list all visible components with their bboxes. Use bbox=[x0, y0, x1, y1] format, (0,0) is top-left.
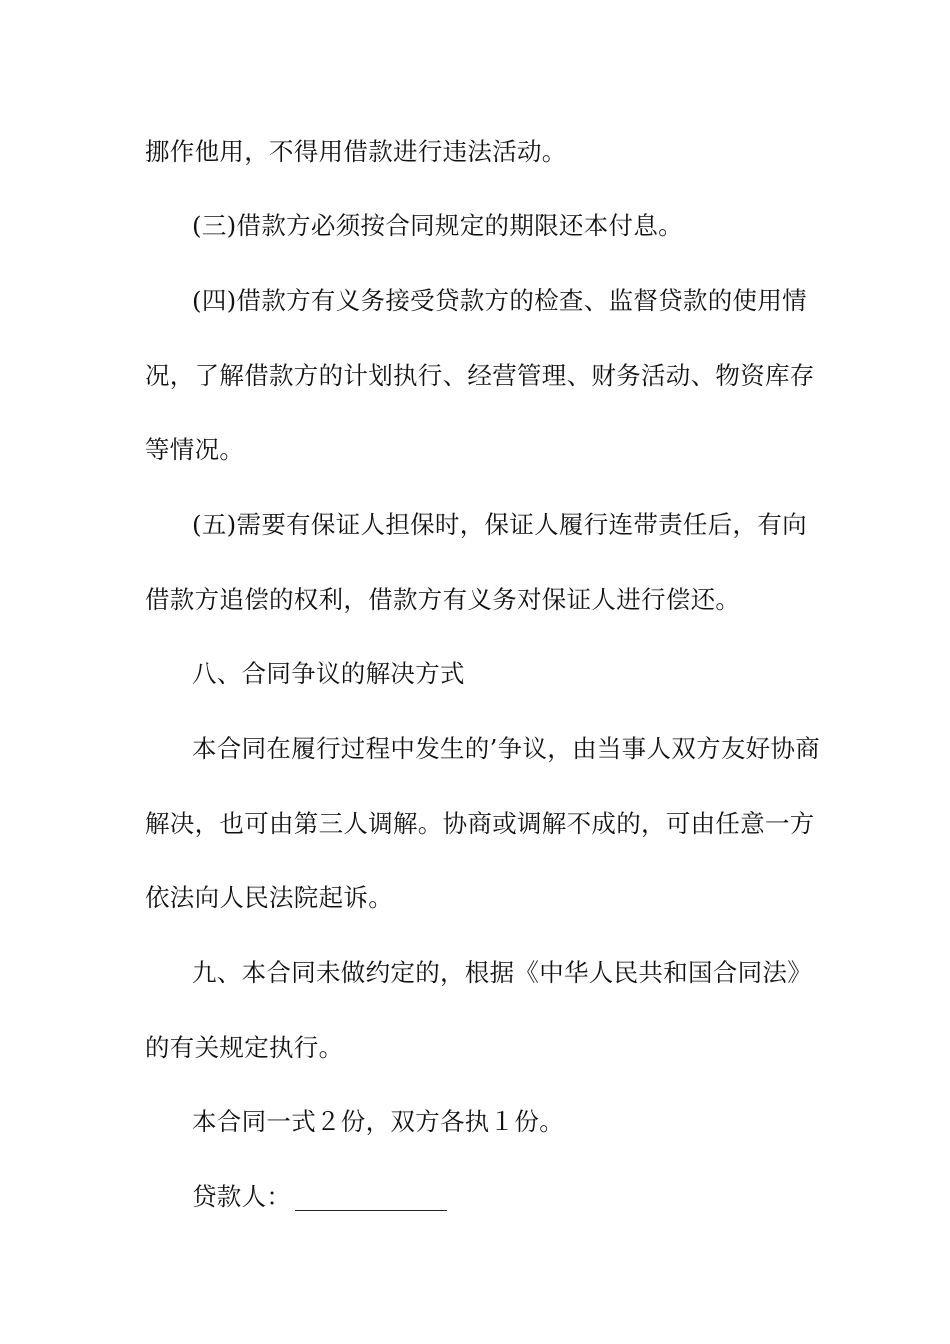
paragraph-line: 借款方追偿的权利，借款方有义务对保证人进行偿还。 bbox=[145, 585, 741, 614]
paragraph-line: 况，了解借款方的计划执行、经营管理、财务活动、物资库存 bbox=[145, 361, 815, 390]
lender-signature-blank bbox=[295, 1188, 447, 1211]
paragraph-line: 挪作他用，不得用借款进行违法活动。 bbox=[145, 137, 567, 166]
paragraph-line: (三)借款方必须按合同规定的期限还本付息。 bbox=[192, 211, 683, 240]
paragraph-line: (四)借款方有义务接受贷款方的检查、监督贷款的使用情 bbox=[192, 286, 807, 315]
signature-line bbox=[192, 1181, 862, 1213]
paragraph-line: 解决，也可由第三人调解。协商或调解不成的，可由任意一方 bbox=[145, 809, 815, 838]
paragraph-line: 依法向人民法院起诉。 bbox=[145, 883, 393, 912]
paragraph-line: (五)需要有保证人担保时，保证人履行连带责任后，有向 bbox=[192, 510, 807, 539]
paragraph-line: 的有关规定执行。 bbox=[145, 1033, 344, 1062]
lender-label: 贷款人： bbox=[192, 1182, 292, 1211]
paragraph-line: 本合同在履行过程中发生的’争议，由当事人双方友好协商 bbox=[192, 734, 821, 763]
section-heading: 八、合同争议的解决方式 bbox=[192, 659, 465, 688]
paragraph-line: 等情况。 bbox=[145, 435, 245, 464]
paragraph-line: 本合同一式２份，双方各执１份。 bbox=[192, 1107, 564, 1136]
paragraph-line: 九、本合同未做约定的，根据《中华人民共和国合同法》 bbox=[192, 958, 812, 987]
